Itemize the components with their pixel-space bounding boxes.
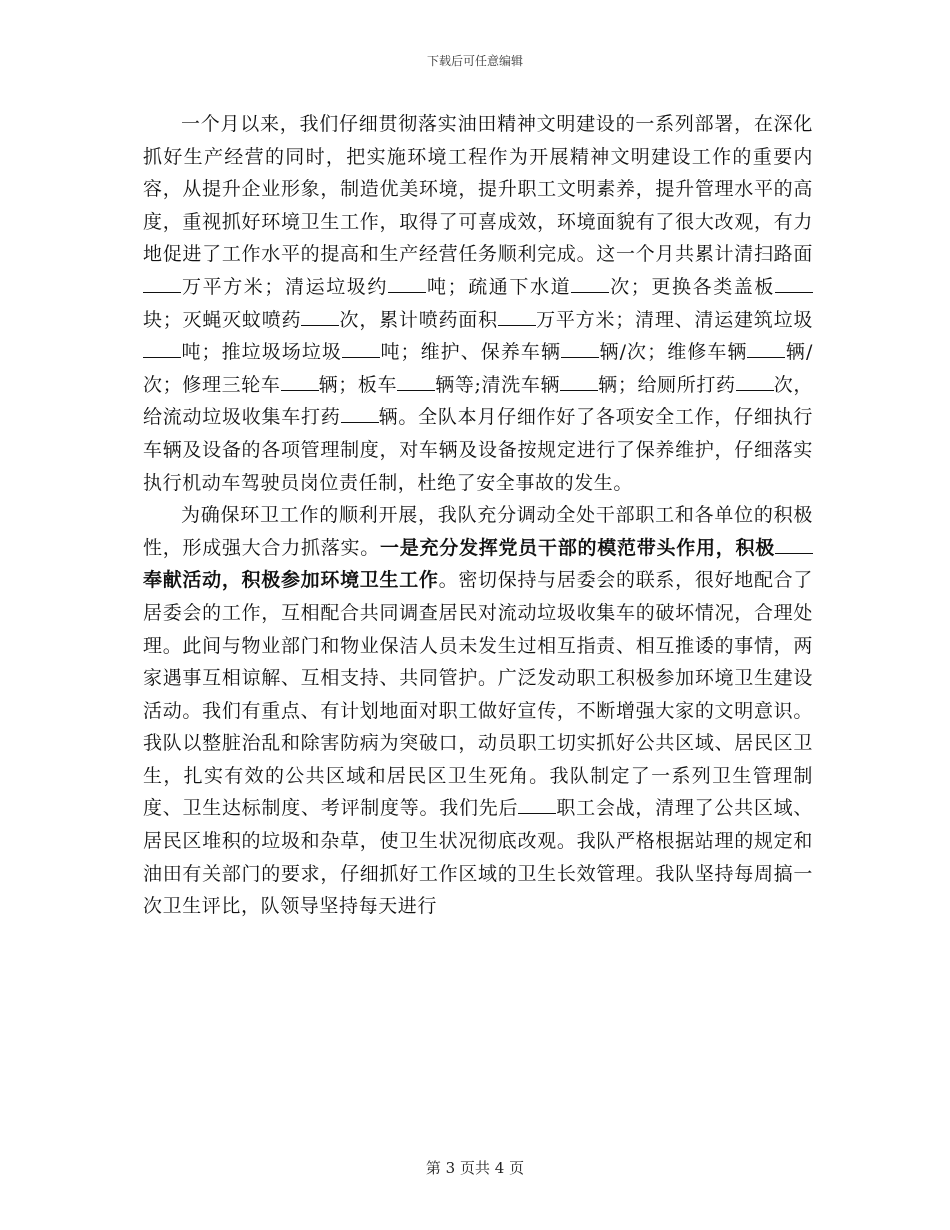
fill-blank <box>747 356 785 358</box>
paragraph-2 <box>143 499 813 923</box>
para2-intro: 为确保环卫工作的顺利开展，我队充分调动全处干部职工和各单位的积极性，形成强大合力抓落实。 <box>143 504 813 559</box>
para2-bold-text: 奉献活动，积极参加环境卫生工作 <box>143 569 439 592</box>
para1-text: 次，累计喷药面积 <box>339 308 498 331</box>
fill-blank <box>775 291 813 293</box>
para1-text: 辆/次；修理三轮车 <box>143 341 814 396</box>
para2-text: 职工会战，清理了公共区域、居民区堆积的垃圾和杂草，使卫生状况彻底改观。我队严格根据站理的规定和油田有关部门的要求，仔细抓好工作区域的卫生长效管理。我队坚持每周搞一次卫生评比，队领导坚持每天进行 <box>143 797 813 918</box>
para1-text: 吨；维护、保养车辆 <box>380 341 562 364</box>
fill-blank <box>143 291 181 293</box>
para1-text: 吨；疏通下水道 <box>426 275 572 298</box>
page-header: 下载后可任意编辑 <box>426 54 523 68</box>
para1-text: 辆等;清洗车辆 <box>435 373 561 396</box>
para1-text: 万平方米；清理、清运建筑垃圾 <box>535 308 813 331</box>
fill-blank <box>498 324 536 326</box>
para1-text: 辆。全队本月仔细作好了各项安全工作，仔细执行车辆及设备的各项管理制度，对车辆及设备按规定进行了保养维护，仔细落实执行机动车驾驶员岗位责任制，杜绝了安全事故的发生。 <box>143 406 813 494</box>
fill-blank <box>388 291 426 293</box>
fill-blank <box>301 324 339 326</box>
fill-blank <box>342 356 380 358</box>
fill-blank <box>341 421 379 423</box>
document-body <box>143 108 813 923</box>
para1-text: 次，给流动垃圾收集车打药 <box>143 373 814 429</box>
fill-blank <box>561 356 599 358</box>
fill-blank <box>560 389 598 391</box>
para2-bold-text: 一是充分发挥党员干部的模范带头作用，积极 <box>380 536 775 559</box>
fill-blank <box>775 552 813 554</box>
para1-text: 次；更换各类盖板 <box>609 275 775 298</box>
page-footer: 第 3 页共 4 页 <box>425 1159 525 1177</box>
fill-blank <box>518 812 556 814</box>
para1-text: 万平方米；清运垃圾约 <box>181 275 388 298</box>
paragraph-1 <box>143 108 813 499</box>
para1-text: 一个月以来，我们仔细贯彻落实油田精神文明建设的一系列部署，在深化抓好生产经营的同时，把实施环境工程作为开展精神文明建设工作的重要内容，从提升企业形象，制造优美环境，提升职工文明素养，提升管理水平的高度，重视抓好环境卫生工作，取得了可喜成效，环境面貌有了很大改观，有力地促进了工作水平的提高和生产经营任务顺利完成。这一个月共累计清扫路面 <box>143 113 813 266</box>
fill-blank <box>397 389 435 391</box>
fill-blank <box>281 389 319 391</box>
para1-text: 辆；板车 <box>318 373 398 396</box>
para1-text: 吨；推垃圾场垃圾 <box>181 341 342 364</box>
fill-blank <box>571 291 609 293</box>
para2-text: 。密切保持与居委会的联系，很好地配合了居委会的工作，互相配合共同调查居民对流动垃圾收集车的破坏情况，合理处理。此间与物业部门和物业保洁人员未发生过相互指责、相互推诿的事情，两家遇事互相谅解、互相支持、共同管护。广泛发动职工积极参加环境卫生建设活动。我们有重点、有计划地面对职工做好宣传，不断增强大家的文明意识。我队以整脏治乱和除害防病为突破口，动员职工切实抓好公共区域、居民区卫生，扎实有效的公共区域和居民区卫生死角。我队制定了一系列卫生管理制度、卫生达标制度、考评制度等。我们先后 <box>143 569 813 820</box>
para1-text: 辆；给厕所打药 <box>598 373 736 396</box>
fill-blank <box>736 389 774 391</box>
fill-blank <box>143 356 181 358</box>
para1-text: 块；灭蝇灭蚊喷药 <box>143 308 302 331</box>
para1-text: 辆/次；维修车辆 <box>599 341 748 364</box>
